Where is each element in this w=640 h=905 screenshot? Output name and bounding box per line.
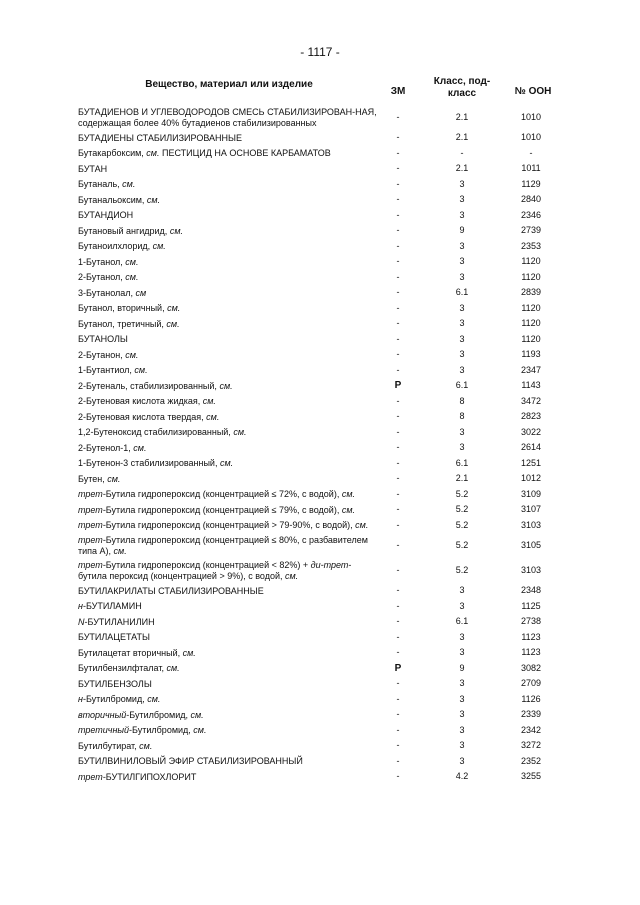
- header-substance: Вещество, материал или изделие: [145, 79, 313, 90]
- table-row: [78, 661, 568, 677]
- substance-name: БУТАН: [78, 163, 108, 174]
- substance-name: N-БУТИЛАНИЛИН: [78, 616, 155, 627]
- un-number-cell: 1120: [521, 318, 541, 329]
- zm-cell: -: [396, 631, 400, 642]
- un-number-cell: 2348: [520, 585, 542, 596]
- table-row: [78, 769, 568, 785]
- un-number-cell: 3272: [520, 740, 542, 751]
- un-number-cell: 1143: [521, 380, 541, 391]
- substance-name: Бутен, см.: [78, 473, 121, 484]
- table-row: [78, 533, 568, 558]
- un-number-cell: 2614: [520, 442, 542, 453]
- class-cell: 3: [459, 709, 465, 720]
- table-row: [78, 316, 568, 332]
- class-cell: 2.1: [455, 473, 469, 484]
- table-row: [78, 583, 568, 599]
- class-cell: 3: [459, 426, 465, 437]
- table-row: [78, 347, 568, 363]
- class-cell: 2.1: [455, 112, 469, 122]
- zm-cell: -: [396, 147, 400, 158]
- table-header: [78, 76, 568, 103]
- class-cell: 5.2: [455, 519, 469, 530]
- substance-name: трет-Бутила гидропероксид (концентрацией > 79-90%, с водой), см.: [78, 520, 369, 531]
- un-number-cell: 1120: [521, 271, 541, 282]
- zm-cell: -: [396, 194, 400, 205]
- substance-name: трет-Бутила гидропероксид (концентрацией ≤ 72%, с водой), см.: [78, 489, 355, 500]
- table-row: [78, 270, 568, 286]
- class-cell: 3: [459, 364, 465, 375]
- class-cell: 5.2: [455, 565, 469, 575]
- zm-cell: -: [396, 349, 400, 360]
- substance-name: БУТИЛБЕНЗОЛЫ: [78, 678, 152, 689]
- class-cell: 3: [459, 194, 465, 205]
- page-number: - 1117 -: [300, 45, 340, 59]
- substance-name: Бутаналь, см.: [78, 179, 136, 190]
- table-row: [78, 738, 568, 754]
- table-row: [78, 409, 568, 425]
- zm-cell: -: [396, 333, 400, 344]
- class-cell: 2.1: [455, 163, 469, 174]
- un-number-cell: 1123: [521, 631, 541, 642]
- class-cell: 4.2: [455, 771, 469, 782]
- zm-cell: -: [396, 740, 400, 751]
- un-number-cell: 2352: [520, 755, 542, 766]
- zm-cell: -: [396, 585, 400, 596]
- class-cell: 3: [459, 724, 465, 735]
- zm-cell: -: [396, 771, 400, 782]
- class-cell: 3: [459, 302, 465, 313]
- un-number-cell: 1129: [521, 178, 541, 189]
- zm-cell: -: [396, 364, 400, 375]
- class-cell: 3: [459, 678, 465, 689]
- zm-cell: -: [396, 302, 400, 313]
- zm-cell: Р: [394, 380, 402, 392]
- substance-name: трет-БУТИЛГИПОХЛОРИТ: [78, 771, 197, 782]
- substance-name: трет-Бутила гидропероксид (концентрацией ≤ 80%, с разбавителем типа А), см.: [78, 535, 368, 556]
- un-number-cell: 3109: [520, 488, 542, 499]
- table-row: [78, 223, 568, 239]
- table-row: [78, 471, 568, 487]
- class-cell: 8: [459, 395, 465, 406]
- class-cell: 6.1: [455, 457, 469, 468]
- table-row: [78, 630, 568, 646]
- class-cell: 3: [459, 349, 465, 360]
- un-number-cell: 2709: [520, 678, 542, 689]
- substance-name: 1,2-Бутеноксид стабилизированный, см.: [78, 427, 247, 438]
- un-number-cell: 2839: [520, 287, 542, 298]
- zm-cell: -: [396, 488, 400, 499]
- table-row: [78, 676, 568, 692]
- substance-name: трет-Бутила гидропероксид (концентрацией < 82%) + ди-трет-бутила пероксид (концентрацией > 9%), с водой, см.: [78, 560, 352, 581]
- substance-name: 2-Бутеналь, стабилизированный, см.: [78, 380, 233, 391]
- class-cell: 9: [459, 225, 465, 236]
- table-body: [78, 105, 568, 785]
- un-number-cell: 2346: [520, 209, 542, 220]
- class-cell: 3: [459, 442, 465, 453]
- zm-cell: -: [396, 600, 400, 611]
- substance-name: 2-Бутенол-1, см.: [78, 442, 147, 453]
- class-cell: 3: [459, 585, 465, 596]
- un-number-cell: 2339: [520, 709, 542, 720]
- zm-cell: -: [396, 709, 400, 720]
- substance-table: [78, 76, 568, 785]
- class-cell: 6.1: [455, 287, 469, 298]
- un-number-cell: 2347: [520, 364, 542, 375]
- un-number-cell: 1011: [521, 163, 541, 174]
- zm-cell: -: [396, 442, 400, 453]
- table-row: [78, 378, 568, 394]
- zm-cell: -: [396, 411, 400, 422]
- substance-name: Бутакарбоксим, см. ПЕСТИЦИД НА ОСНОВЕ КАРБАМАТОВ: [78, 148, 331, 159]
- class-cell: 3: [459, 318, 465, 329]
- un-number-cell: 2353: [520, 240, 542, 251]
- class-cell: 5.2: [455, 488, 469, 499]
- substance-name: Бутановый ангидрид, см.: [78, 225, 183, 236]
- class-cell: 5.2: [455, 504, 469, 515]
- substance-name: 1-Бутанол, см.: [78, 256, 139, 267]
- class-cell: 3: [459, 240, 465, 251]
- zm-cell: -: [396, 225, 400, 236]
- table-row: [78, 146, 568, 162]
- zm-cell: -: [396, 647, 400, 658]
- substance-name: БУТИЛВИНИЛОВЫЙ ЭФИР СТАБИЛИЗИРОВАННЫЙ: [78, 756, 303, 767]
- class-cell: 5.2: [455, 540, 469, 550]
- substance-name: 1-Бутенон-3 стабилизированный, см.: [78, 458, 234, 469]
- un-number-cell: 3103: [520, 519, 542, 530]
- un-number-cell: 3107: [520, 504, 542, 515]
- un-number-cell: 1120: [521, 256, 541, 267]
- zm-cell: -: [396, 693, 400, 704]
- un-number-cell: 3255: [520, 771, 542, 782]
- zm-cell: -: [396, 163, 400, 174]
- table-row: [78, 177, 568, 193]
- zm-cell: -: [396, 504, 400, 515]
- table-row: [78, 487, 568, 503]
- un-number-cell: 1126: [521, 693, 541, 704]
- substance-name: Бутанол, третичный, см.: [78, 318, 180, 329]
- class-cell: 2.1: [455, 132, 469, 143]
- substance-name: трет-Бутила гидропероксид (концентрацией ≤ 79%, с водой), см.: [78, 504, 355, 515]
- table-row: [78, 518, 568, 534]
- un-number-cell: 1125: [521, 600, 541, 611]
- class-cell: 3: [459, 209, 465, 220]
- table-row: [78, 440, 568, 456]
- zm-cell: -: [396, 426, 400, 437]
- un-number-cell: 2738: [520, 616, 542, 627]
- class-cell: 3: [459, 631, 465, 642]
- substance-name: 2-Бутанон, см.: [78, 349, 139, 360]
- class-cell: 3: [459, 271, 465, 282]
- substance-name: Бутанол, вторичный, см.: [78, 303, 181, 314]
- header-class-line1: Класс, под-: [433, 76, 491, 87]
- table-row: [78, 363, 568, 379]
- zm-cell: -: [396, 678, 400, 689]
- un-number-cell: 3082: [520, 662, 542, 673]
- table-row: [78, 301, 568, 317]
- class-cell: 3: [459, 333, 465, 344]
- class-cell: 3: [459, 178, 465, 189]
- substance-name: 3-Бутанолал, см: [78, 287, 147, 298]
- class-cell: 6.1: [455, 616, 469, 627]
- zm-cell: Р: [394, 662, 402, 674]
- zm-cell: -: [396, 540, 400, 550]
- un-number-cell: 1123: [521, 647, 541, 658]
- un-number-cell: 2739: [520, 225, 542, 236]
- table-row: [78, 502, 568, 518]
- substance-name: вторичный-Бутилбромид, см.: [78, 709, 204, 720]
- un-number-cell: 2840: [520, 194, 542, 205]
- zm-cell: -: [396, 616, 400, 627]
- un-number-cell: 3472: [520, 395, 542, 406]
- table-row: [78, 285, 568, 301]
- table-row: [78, 456, 568, 472]
- table-row: [78, 754, 568, 770]
- un-number-cell: 1193: [521, 349, 541, 360]
- table-row: [78, 614, 568, 630]
- un-number-cell: 2342: [520, 724, 542, 735]
- substance-name: Бутанальоксим, см.: [78, 194, 161, 205]
- substance-name: н-БУТИЛАМИН: [78, 601, 142, 612]
- table-row: [78, 692, 568, 708]
- zm-cell: -: [396, 318, 400, 329]
- zm-cell: -: [396, 256, 400, 267]
- un-number-cell: 1010: [520, 132, 542, 143]
- zm-cell: -: [396, 395, 400, 406]
- un-number-cell: 2823: [520, 411, 542, 422]
- zm-cell: -: [396, 132, 400, 143]
- table-row: [78, 208, 568, 224]
- class-cell: 3: [459, 693, 465, 704]
- substance-name: н-Бутилбромид, см.: [78, 694, 161, 705]
- zm-cell: -: [396, 755, 400, 766]
- header-class-line2: класс: [447, 88, 477, 99]
- class-cell: 8: [459, 411, 465, 422]
- substance-name: БУТАДИЕНЫ СТАБИЛИЗИРОВАННЫЕ: [78, 132, 242, 143]
- substance-name: 2-Бутеновая кислота жидкая, см.: [78, 396, 216, 407]
- un-number-cell: 3022: [520, 426, 542, 437]
- table-row: [78, 558, 568, 583]
- table-row: [78, 645, 568, 661]
- table-row: [78, 707, 568, 723]
- table-row: [78, 394, 568, 410]
- table-row: [78, 599, 568, 615]
- header-class: [428, 76, 496, 100]
- un-number-cell: 1010: [520, 112, 542, 122]
- substance-name: Бутаноилхлорид, см.: [78, 241, 166, 252]
- zm-cell: -: [396, 271, 400, 282]
- header-zm: ЗМ: [390, 86, 406, 97]
- zm-cell: -: [396, 519, 400, 530]
- table-row: [78, 425, 568, 441]
- table-row: [78, 254, 568, 270]
- table-row: [78, 723, 568, 739]
- un-number-cell: -: [529, 147, 533, 158]
- class-cell: 9: [459, 662, 465, 673]
- substance-name: Бутилацетат вторичный, см.: [78, 647, 196, 658]
- table-row: [78, 105, 568, 130]
- table-row: [78, 239, 568, 255]
- un-number-cell: 1120: [521, 333, 541, 344]
- table-row: [78, 161, 568, 177]
- substance-name: 2-Бутеновая кислота твердая, см.: [78, 411, 220, 422]
- un-number-cell: 3105: [520, 540, 542, 550]
- header-un-number: № ООН: [514, 86, 552, 97]
- class-cell: 3: [459, 755, 465, 766]
- substance-name: 1-Бутантиол, см.: [78, 365, 148, 376]
- substance-name: 2-Бутанол, см.: [78, 272, 139, 283]
- zm-cell: -: [396, 565, 400, 575]
- substance-name: БУТАДИЕНОВ И УГЛЕВОДОРОДОВ СМЕСЬ СТАБИЛИЗИРОВАН-НАЯ, содержащая более 40% бутадиенов стабилизированных: [78, 107, 377, 128]
- zm-cell: -: [396, 112, 400, 122]
- substance-name: БУТИЛАКРИЛАТЫ СТАБИЛИЗИРОВАННЫЕ: [78, 585, 264, 596]
- table-row: [78, 332, 568, 348]
- class-cell: -: [460, 147, 464, 158]
- zm-cell: -: [396, 209, 400, 220]
- zm-cell: -: [396, 287, 400, 298]
- un-number-cell: 3103: [520, 565, 542, 575]
- substance-name: Бутилбензилфталат, см.: [78, 663, 180, 674]
- un-number-cell: 1251: [520, 457, 542, 468]
- class-cell: 3: [459, 647, 465, 658]
- un-number-cell: 1012: [520, 473, 542, 484]
- zm-cell: -: [396, 240, 400, 251]
- class-cell: 6.1: [455, 380, 469, 391]
- substance-name: БУТАНОЛЫ: [78, 334, 128, 345]
- class-cell: 3: [459, 256, 465, 267]
- class-cell: 3: [459, 600, 465, 611]
- zm-cell: -: [396, 724, 400, 735]
- substance-name: БУТИЛАЦЕТАТЫ: [78, 632, 150, 643]
- zm-cell: -: [396, 473, 400, 484]
- zm-cell: -: [396, 457, 400, 468]
- un-number-cell: 1120: [521, 302, 541, 313]
- substance-name: БУТАНДИОН: [78, 210, 134, 221]
- substance-name: Бутилбутират, см.: [78, 740, 153, 751]
- table-row: [78, 130, 568, 146]
- substance-name: третичный-Бутилбромид, см.: [78, 725, 207, 736]
- table-row: [78, 192, 568, 208]
- zm-cell: -: [396, 178, 400, 189]
- class-cell: 3: [459, 740, 465, 751]
